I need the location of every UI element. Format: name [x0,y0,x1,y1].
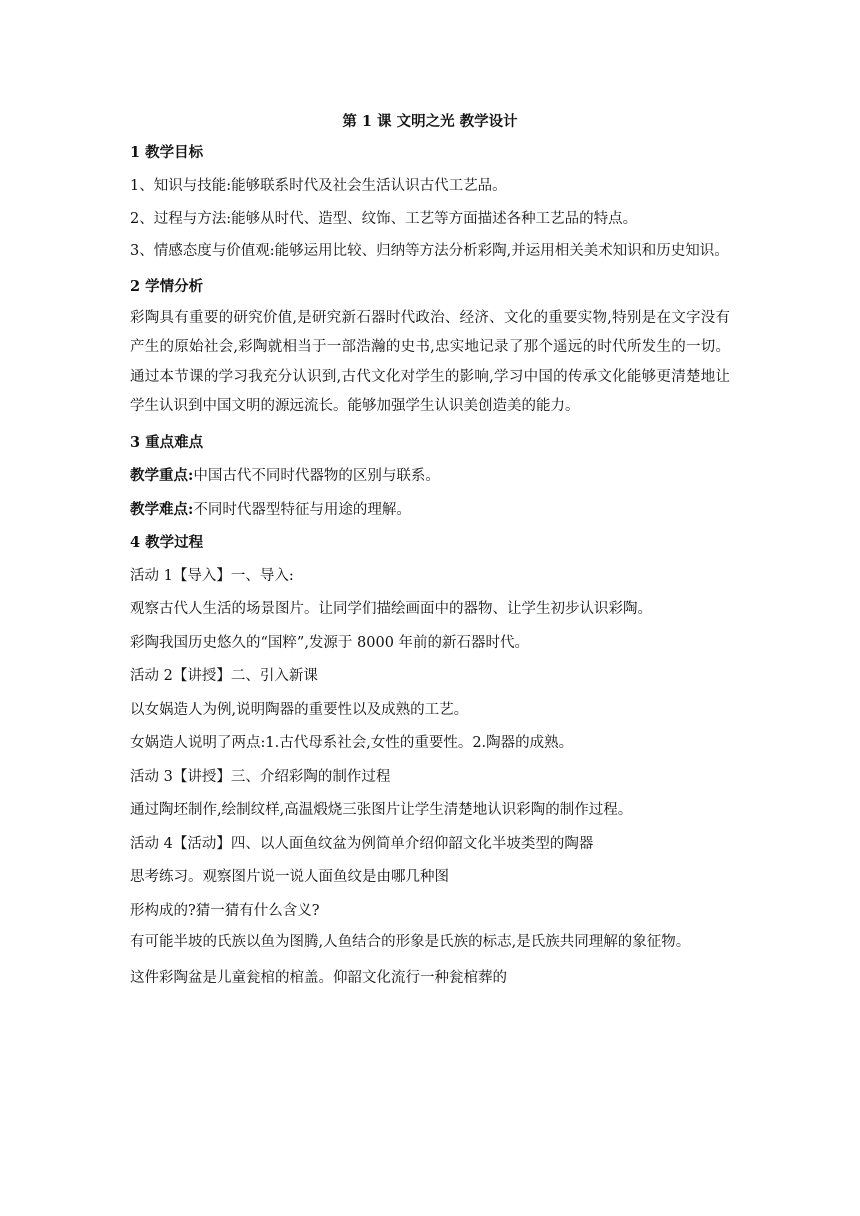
teaching-focus [130,459,730,493]
section-heading-analysis: 2 学情分析 [130,278,204,295]
process-line: 观察古代人生活的场景图片。让同学们描绘画面中的器物、让学生初步认识彩陶。 [130,601,652,617]
section-heading-key-points: 3 重点难点 [130,433,204,451]
teaching-difficulty-label: 教学难点: [130,500,194,518]
document-body [130,108,730,995]
process-line: 形构成的?猜一猜有什么含义? [130,902,320,919]
activity-3-title: 活动 3【讲授】三、介绍彩陶的制作过程 [130,768,391,785]
process-line: 思考练习。观察图片说一说人面鱼纹是由哪几种图 [130,869,449,885]
teaching-focus-text: 中国古代不同时代器物的区别与联系。 [193,468,440,484]
process-line: 以女娲造人为例,说明陶器的重要性以及成熟的工艺。 [130,701,469,718]
process-line: 这件彩陶盆是儿童瓮棺的棺盖。仰韶文化流行一种瓮棺葬的 [130,969,507,986]
goal-item-1: 1、知识与技能:能够联系时代及社会生活认识古代工艺品。 [130,177,507,194]
activity-4-title: 活动 4【活动】四、以人面鱼纹盆为例简单介绍仰韶文化半坡类型的陶器 [130,835,594,852]
activity-1-title: 活动 1【导入】一、导入: [130,567,294,584]
analysis-paragraph: 彩陶具有重要的研究价值,是研究新石器时代政治、经济、文化的重要实物,特别是在文字没有产生的原始社会,彩陶就相当于一部浩瀚的史书,忠实地记录了那个遥远的时代所发生的一切。通过本节课的学习我充分认识到,古代文化对学生的影响,学习中国的传承文化能够更清楚地让学生认识到中国文明的源远流长。能够加强学生认识美创造美的能力。 [130,309,730,414]
goal-item-3: 3、情感态度与价值观:能够运用比较、归纳等方法分析彩陶,并运用相关美术知识和历史知识。 [130,242,729,259]
teaching-focus-label: 教学重点: [130,467,194,484]
teaching-difficulty [130,493,730,527]
goal-item-2: 2、过程与方法:能够从时代、造型、纹饰、工艺等方面描述各种工艺品的特点。 [130,211,638,227]
section-heading-goals: 1 教学目标 [130,144,204,161]
process-line: 通过陶坯制作,绘制纹样,高温煅烧三张图片让学生清楚地认识彩陶的制作过程。 [130,802,633,818]
process-line: 女娲造人说明了两点:1.古代母系社会,女性的重要性。2.陶器的成熟。 [130,735,574,751]
section-heading-process: 4 教学过程 [130,534,204,551]
activity-2-title: 活动 2【讲授】二、引入新课 [130,668,318,684]
process-line: 彩陶我国历史悠久的“国粹”,发源于 8000 年前的新石器时代。 [130,634,530,651]
document-title: 第 1 课 文明之光 教学设计 [342,113,518,130]
process-paragraph: 有可能半坡的氏族以鱼为图腾,人鱼结合的形象是氏族的标志,是氏族共同理解的象征物。 [130,934,691,950]
teaching-difficulty-text: 不同时代器型特征与用途的理解。 [193,501,411,518]
